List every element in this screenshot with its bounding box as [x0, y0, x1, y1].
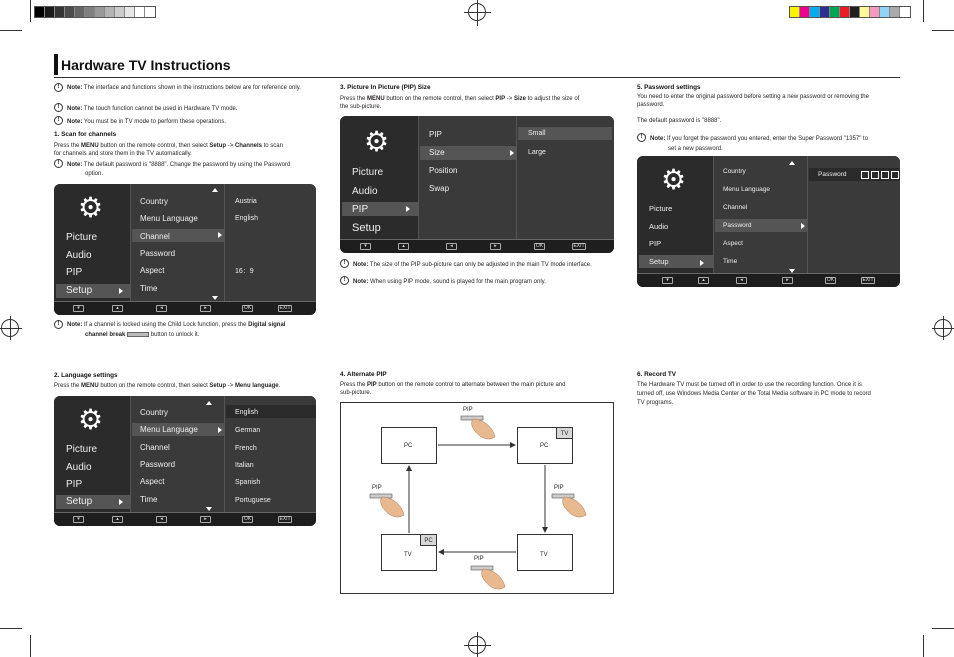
arrow-right-icon	[218, 427, 222, 433]
hand-remote-icon	[368, 491, 408, 521]
note-text: Note: You must be in TV mode to perform these operations.	[67, 119, 226, 125]
right-key[interactable]: ▸	[200, 516, 211, 523]
menu-item[interactable]: Aspect	[723, 240, 743, 247]
note-text: Note: When using PIP mode, sound is played for the main program only.	[353, 279, 546, 285]
arrow-right-icon	[119, 499, 123, 505]
grayscale-bar	[34, 6, 156, 18]
menu-item[interactable]: Swap	[429, 184, 450, 193]
note-text: channel break button to unlock it.	[85, 332, 200, 338]
menu-value[interactable]: Small	[528, 130, 546, 137]
crop-mark	[932, 628, 954, 629]
section-text: Press the MENU button on the remote control, then select Setup -> Channels to scan	[54, 143, 283, 149]
section-text: Press the MENU button on the remote control, then select Setup -> Menu language.	[54, 383, 281, 389]
arrow-up-icon	[206, 401, 212, 405]
section-text: The default password is "8888".	[637, 118, 722, 124]
menu-item[interactable]: PIP	[66, 479, 83, 490]
registration-mark	[468, 3, 486, 21]
menu-value[interactable]: French	[235, 445, 257, 452]
menu-item[interactable]: Picture	[66, 232, 98, 243]
menu-item[interactable]: Picture	[352, 167, 384, 178]
menu-item[interactable]: Country	[140, 197, 169, 206]
up-key[interactable]: ▴	[112, 516, 123, 523]
pip-label: PIP	[474, 556, 484, 562]
note-text: Note: The touch function cannot be used in Hardware TV mode.	[67, 106, 238, 112]
section-heading: 1. Scan for channels	[54, 131, 117, 138]
note-text: Note: If a channel is locked using the Child Lock function, press the Digital signal	[67, 322, 286, 328]
note-icon: !	[340, 259, 349, 268]
menu-item[interactable]: PIP	[429, 130, 442, 139]
hand-remote-icon	[550, 491, 590, 521]
up-key[interactable]: ▴	[398, 243, 409, 250]
note-text: Note: The interface and functions shown in the instructions below are for reference only.	[67, 85, 301, 91]
menu-value[interactable]: Large	[528, 149, 546, 156]
screen-tv: TV	[517, 534, 573, 571]
pip-diagram	[340, 402, 614, 594]
section-heading: 2. Language settings	[54, 372, 118, 379]
section-text: the sub-picture.	[340, 104, 382, 110]
title-accent	[54, 54, 58, 75]
arrow-right-icon	[801, 223, 805, 229]
title-rule	[54, 77, 900, 78]
gear-icon: ⚙	[364, 126, 390, 157]
note-icon: !	[54, 159, 63, 168]
gear-icon: ⚙	[78, 404, 104, 435]
menu-value[interactable]: English	[235, 409, 258, 416]
note-text: option.	[85, 171, 104, 177]
right-key[interactable]: ▸	[200, 305, 211, 312]
ok-key[interactable]: OK	[243, 516, 252, 522]
arrow-down-icon	[206, 507, 212, 511]
menu-item[interactable]: Aspect	[140, 266, 165, 275]
pip-label: PIP	[372, 485, 382, 491]
hand-remote-icon	[459, 413, 499, 443]
ok-key[interactable]: OK	[826, 277, 835, 283]
left-key[interactable]: ◂	[156, 516, 167, 523]
menu-item[interactable]: Menu Language	[140, 425, 198, 434]
note-text: Note: The size of the PIP sub-picture can only be adjusted in the main TV mode interface.	[353, 262, 592, 268]
menu-item[interactable]: PIP	[352, 204, 369, 215]
page-title: Hardware TV Instructions	[61, 57, 231, 73]
arrow-right-icon	[406, 206, 410, 212]
crop-mark	[30, 635, 31, 657]
screen-tv-with-pc: TV PC	[381, 534, 437, 571]
menu-item[interactable]: Country	[723, 168, 746, 175]
registration-mark	[1, 319, 19, 337]
menu-item[interactable]: Position	[429, 166, 458, 175]
up-key[interactable]: ▴	[112, 305, 123, 312]
note-icon: !	[54, 116, 63, 125]
menu-item[interactable]: Channel	[140, 443, 170, 452]
menu-value[interactable]: Portuguese	[235, 497, 271, 504]
menu-item[interactable]: Setup	[352, 222, 381, 234]
menu-item[interactable]: Channel	[140, 232, 170, 241]
crop-mark	[923, 635, 924, 657]
down-key[interactable]: ▾	[360, 243, 371, 250]
menu-item[interactable]: Size	[429, 148, 445, 157]
exit-key[interactable]: EXIT	[279, 305, 291, 311]
menu-item[interactable]: Password	[140, 460, 176, 469]
down-key[interactable]: ▾	[73, 516, 84, 523]
password-label: Password	[818, 171, 847, 178]
menu-item[interactable]: Picture	[66, 444, 98, 455]
arrow-down-icon	[212, 296, 218, 300]
crop-mark	[0, 628, 22, 629]
menu-item[interactable]: Time	[140, 495, 158, 504]
menu-item[interactable]: Time	[723, 258, 738, 265]
remote-button-icon	[127, 332, 149, 337]
left-key[interactable]: ◂	[736, 277, 747, 284]
tv-menu-language	[54, 396, 316, 526]
pip-label: PIP	[554, 485, 564, 491]
arrow-up-icon	[789, 161, 795, 165]
menu-item[interactable]: Country	[140, 408, 169, 417]
menu-value: Austria	[235, 198, 257, 205]
menu-item[interactable]: Picture	[649, 204, 673, 213]
left-key[interactable]: ◂	[446, 243, 457, 250]
menu-item[interactable]: Audio	[66, 250, 92, 261]
menu-item[interactable]: Audio	[649, 222, 669, 231]
left-key[interactable]: ◂	[156, 305, 167, 312]
registration-mark	[934, 319, 952, 337]
tv-menu-scan	[54, 184, 316, 315]
arrow-right-icon	[510, 150, 514, 156]
menu-item[interactable]: Menu Language	[723, 186, 770, 193]
sub-picture-pc: PC	[420, 534, 437, 546]
note-text: Note: If you forget the password you entered, enter the Super Password "1357" to	[650, 136, 869, 142]
password-input[interactable]	[861, 171, 899, 179]
tv-menu-password	[637, 156, 900, 287]
right-key[interactable]: ▸	[490, 243, 501, 250]
menu-item[interactable]: PIP	[66, 267, 83, 278]
gear-icon: ⚙	[661, 164, 687, 195]
note-text: set a new password.	[668, 146, 723, 152]
arrow-up-icon	[212, 188, 218, 192]
hand-remote-icon	[469, 563, 509, 593]
section-text: TV programs.	[637, 400, 674, 406]
down-key[interactable]: ▾	[73, 305, 84, 312]
arrow-right-icon	[218, 232, 222, 238]
ok-key[interactable]: OK	[243, 305, 252, 311]
menu-value[interactable]: Spanish	[235, 479, 261, 486]
menu-item[interactable]: Setup	[66, 496, 93, 507]
menu-item[interactable]: Setup	[66, 285, 93, 296]
section-text: The Hardware TV must be turned off in order to use the recording function. Once it is	[637, 382, 862, 388]
exit-key[interactable]: EXIT	[862, 277, 874, 283]
menu-item[interactable]: Time	[140, 284, 158, 293]
section-text: You need to enter the original password before setting a new password or removing the	[637, 94, 869, 100]
note-text: Note: The default password is "8888". Change the password by using the Password	[67, 162, 291, 168]
menu-value: 16：9	[235, 268, 254, 275]
section-heading: 6. Record TV	[637, 371, 677, 378]
note-icon: !	[54, 320, 63, 329]
section-heading: 4. Alternate PIP	[340, 371, 387, 378]
arrow-right-icon	[119, 288, 123, 294]
down-key[interactable]: ▾	[662, 277, 673, 284]
color-bar	[789, 6, 911, 18]
tv-menu-pip-size	[340, 116, 614, 253]
note-icon: !	[340, 276, 349, 285]
menu-value: English	[235, 215, 258, 222]
menu-item[interactable]: Password	[140, 249, 176, 258]
menu-item[interactable]: Password	[723, 222, 752, 229]
section-heading: 5. Password settings	[637, 84, 701, 91]
section-text: turned off, use Windows Media Center or the Total Media software in PC mode to record	[637, 391, 871, 397]
section-text: password.	[637, 102, 665, 108]
menu-item[interactable]: Aspect	[140, 477, 165, 486]
registration-mark	[468, 636, 486, 654]
exit-key[interactable]: EXIT	[573, 243, 585, 249]
section-text: sub-picture.	[340, 390, 372, 396]
right-key[interactable]: ▸	[782, 277, 793, 284]
menu-item[interactable]: Setup	[649, 257, 669, 266]
gear-icon: ⚙	[78, 192, 104, 223]
crop-mark	[30, 0, 31, 22]
crop-mark	[932, 30, 954, 31]
menu-value[interactable]: German	[235, 427, 261, 434]
section-text: Press the PIP button on the remote control to alternate between the main picture and	[340, 382, 566, 388]
menu-value[interactable]: Italian	[235, 462, 254, 469]
section-heading: 3. Picture In Picture (PIP) Size	[340, 84, 431, 91]
note-icon: !	[637, 133, 646, 142]
menu-item[interactable]: Audio	[352, 186, 378, 197]
exit-key[interactable]: EXIT	[279, 516, 291, 522]
crop-mark	[0, 30, 22, 31]
up-key[interactable]: ▴	[698, 277, 709, 284]
note-icon: !	[54, 103, 63, 112]
sub-picture-tv: TV	[556, 427, 573, 439]
menu-item[interactable]: Menu Language	[140, 214, 198, 223]
screen-pc-with-tv: PC TV	[517, 427, 573, 464]
menu-item[interactable]: Channel	[723, 204, 748, 211]
section-text: Press the MENU button on the remote control, then select PIP -> Size to adjust the size of	[340, 96, 580, 102]
section-text: for channels and store them in the TV automatically.	[54, 151, 192, 157]
ok-key[interactable]: OK	[535, 243, 544, 249]
screen-pc: PC	[381, 427, 437, 464]
crop-mark	[923, 0, 924, 22]
menu-item[interactable]: PIP	[649, 239, 662, 248]
arrow-right-icon	[700, 260, 704, 266]
note-icon: !	[54, 83, 63, 92]
pip-label: PIP	[463, 407, 473, 413]
menu-item[interactable]: Audio	[66, 462, 92, 473]
